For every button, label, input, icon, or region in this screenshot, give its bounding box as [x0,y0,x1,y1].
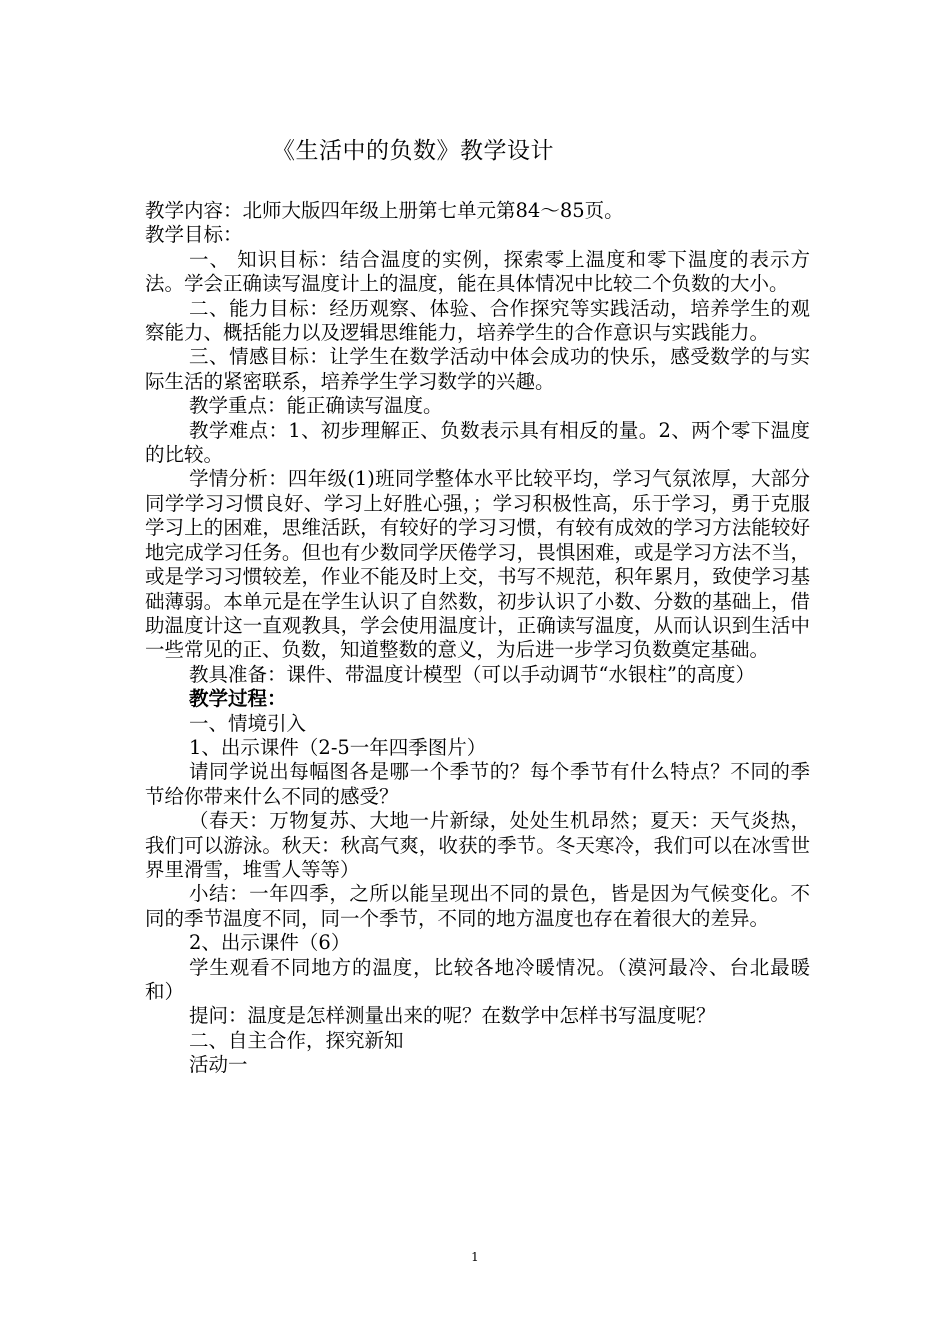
step-one-paragraph: 1、出示课件（2-5一年四季图片） [189,735,487,759]
teaching-aids-paragraph: 教具准备：课件、带温度计模型（可以手动调节“水银柱”的高度） [189,662,755,686]
difficulty-paragraph: 教学难点：1、初步理解正、负数表示具有相反的量。2、两个零下温度的比较。 [145,418,810,467]
seasons-answer-paragraph: （春天：万物复苏、大地一片新绿，处处生机昂然；夏天：天气炎热，我们可以游泳。秋天：秋高气爽，收获的季节。冬天寒冷，我们可以在冰雪世界里滑雪，堆雪人等等） [145,809,810,881]
learning-analysis-paragraph: 学情分析：四年级(1)班同学整体水平比较平均，学习气氛浓厚，大部分同学学习习惯良好、学习上好胜心强，；学习积极性高，乐于学习，勇于克服学习上的困难，思维活跃，有较好的学习习惯，有较有成效的学习方法能较好地完成学习任务。但也有少数同学厌倦学习，畏惧困难，或是学习方法不当，或是学习习惯较差，作业不能及时上交，书写不规范，积年累月，致使学习基础薄弱。本单元是在学生认识了自然数，初步认识了小数、分数的基础上，借助温度计这一直观教具，学会使用温度计，正确读写温度，从而认识到生活中一些常见的正、负数，知道整数的意义，为后进一步学习负数奠定基础。 [145,467,810,662]
document-body [145,199,810,1078]
section-two-heading: 二、自主合作，探究新知 [189,1028,404,1052]
key-point-paragraph: 教学重点：能正确读写温度。 [189,394,443,418]
emotion-goal-paragraph: 三、情感目标：让学生在数学活动中体会成功的快乐，感受数学的与实际生活的紧密联系，培养学生学习数学的兴趣。 [145,345,810,393]
teaching-goals-heading: 教学目标： [145,223,243,247]
document-title: 《生活中的负数》教学设计 [272,138,554,164]
question-paragraph: 提问：温度是怎样测量出来的呢？在数学中怎样书写温度呢？ [189,1004,716,1028]
knowledge-goal-paragraph: 一、 知识目标：结合温度的实例，探索零上温度和零下温度的表示方法。学会正确读写温度计上的温度，能在具体情况中比较二个负数的大小。 [145,247,810,296]
step-two-paragraph: 2、出示课件（6） [189,931,351,955]
ability-goal-paragraph: 二、能力目标：经历观察、体验、合作探究等实践活动，培养学生的观察能力、概括能力以及逻辑思维能力，培养学生的合作意识与实践能力。 [145,296,810,345]
section-one-heading: 一、情境引入 [189,711,307,735]
teaching-content-paragraph: 教学内容：北师大版四年级上册第七单元第84～85页。 [145,199,624,222]
seasons-question-paragraph: 请同学说出每幅图各是哪一个季节的？每个季节有什么特点？不同的季节给你带来什么不同的感受？ [145,760,810,808]
teaching-process-heading: 教学过程： [189,687,287,711]
summary-paragraph: 小结：一年四季，之所以能呈现出不同的景色，皆是因为气候变化。不同的季节温度不同，同一个季节，不同的地方温度也存在着很大的差异。 [145,882,810,930]
compare-temperature-paragraph: 学生观看不同地方的温度，比较各地冷暖情况。（漠河最冷、台北最暖和） [145,955,810,1003]
activity-one-heading: 活动一 [189,1053,248,1077]
page-number: 1 [471,1250,479,1264]
